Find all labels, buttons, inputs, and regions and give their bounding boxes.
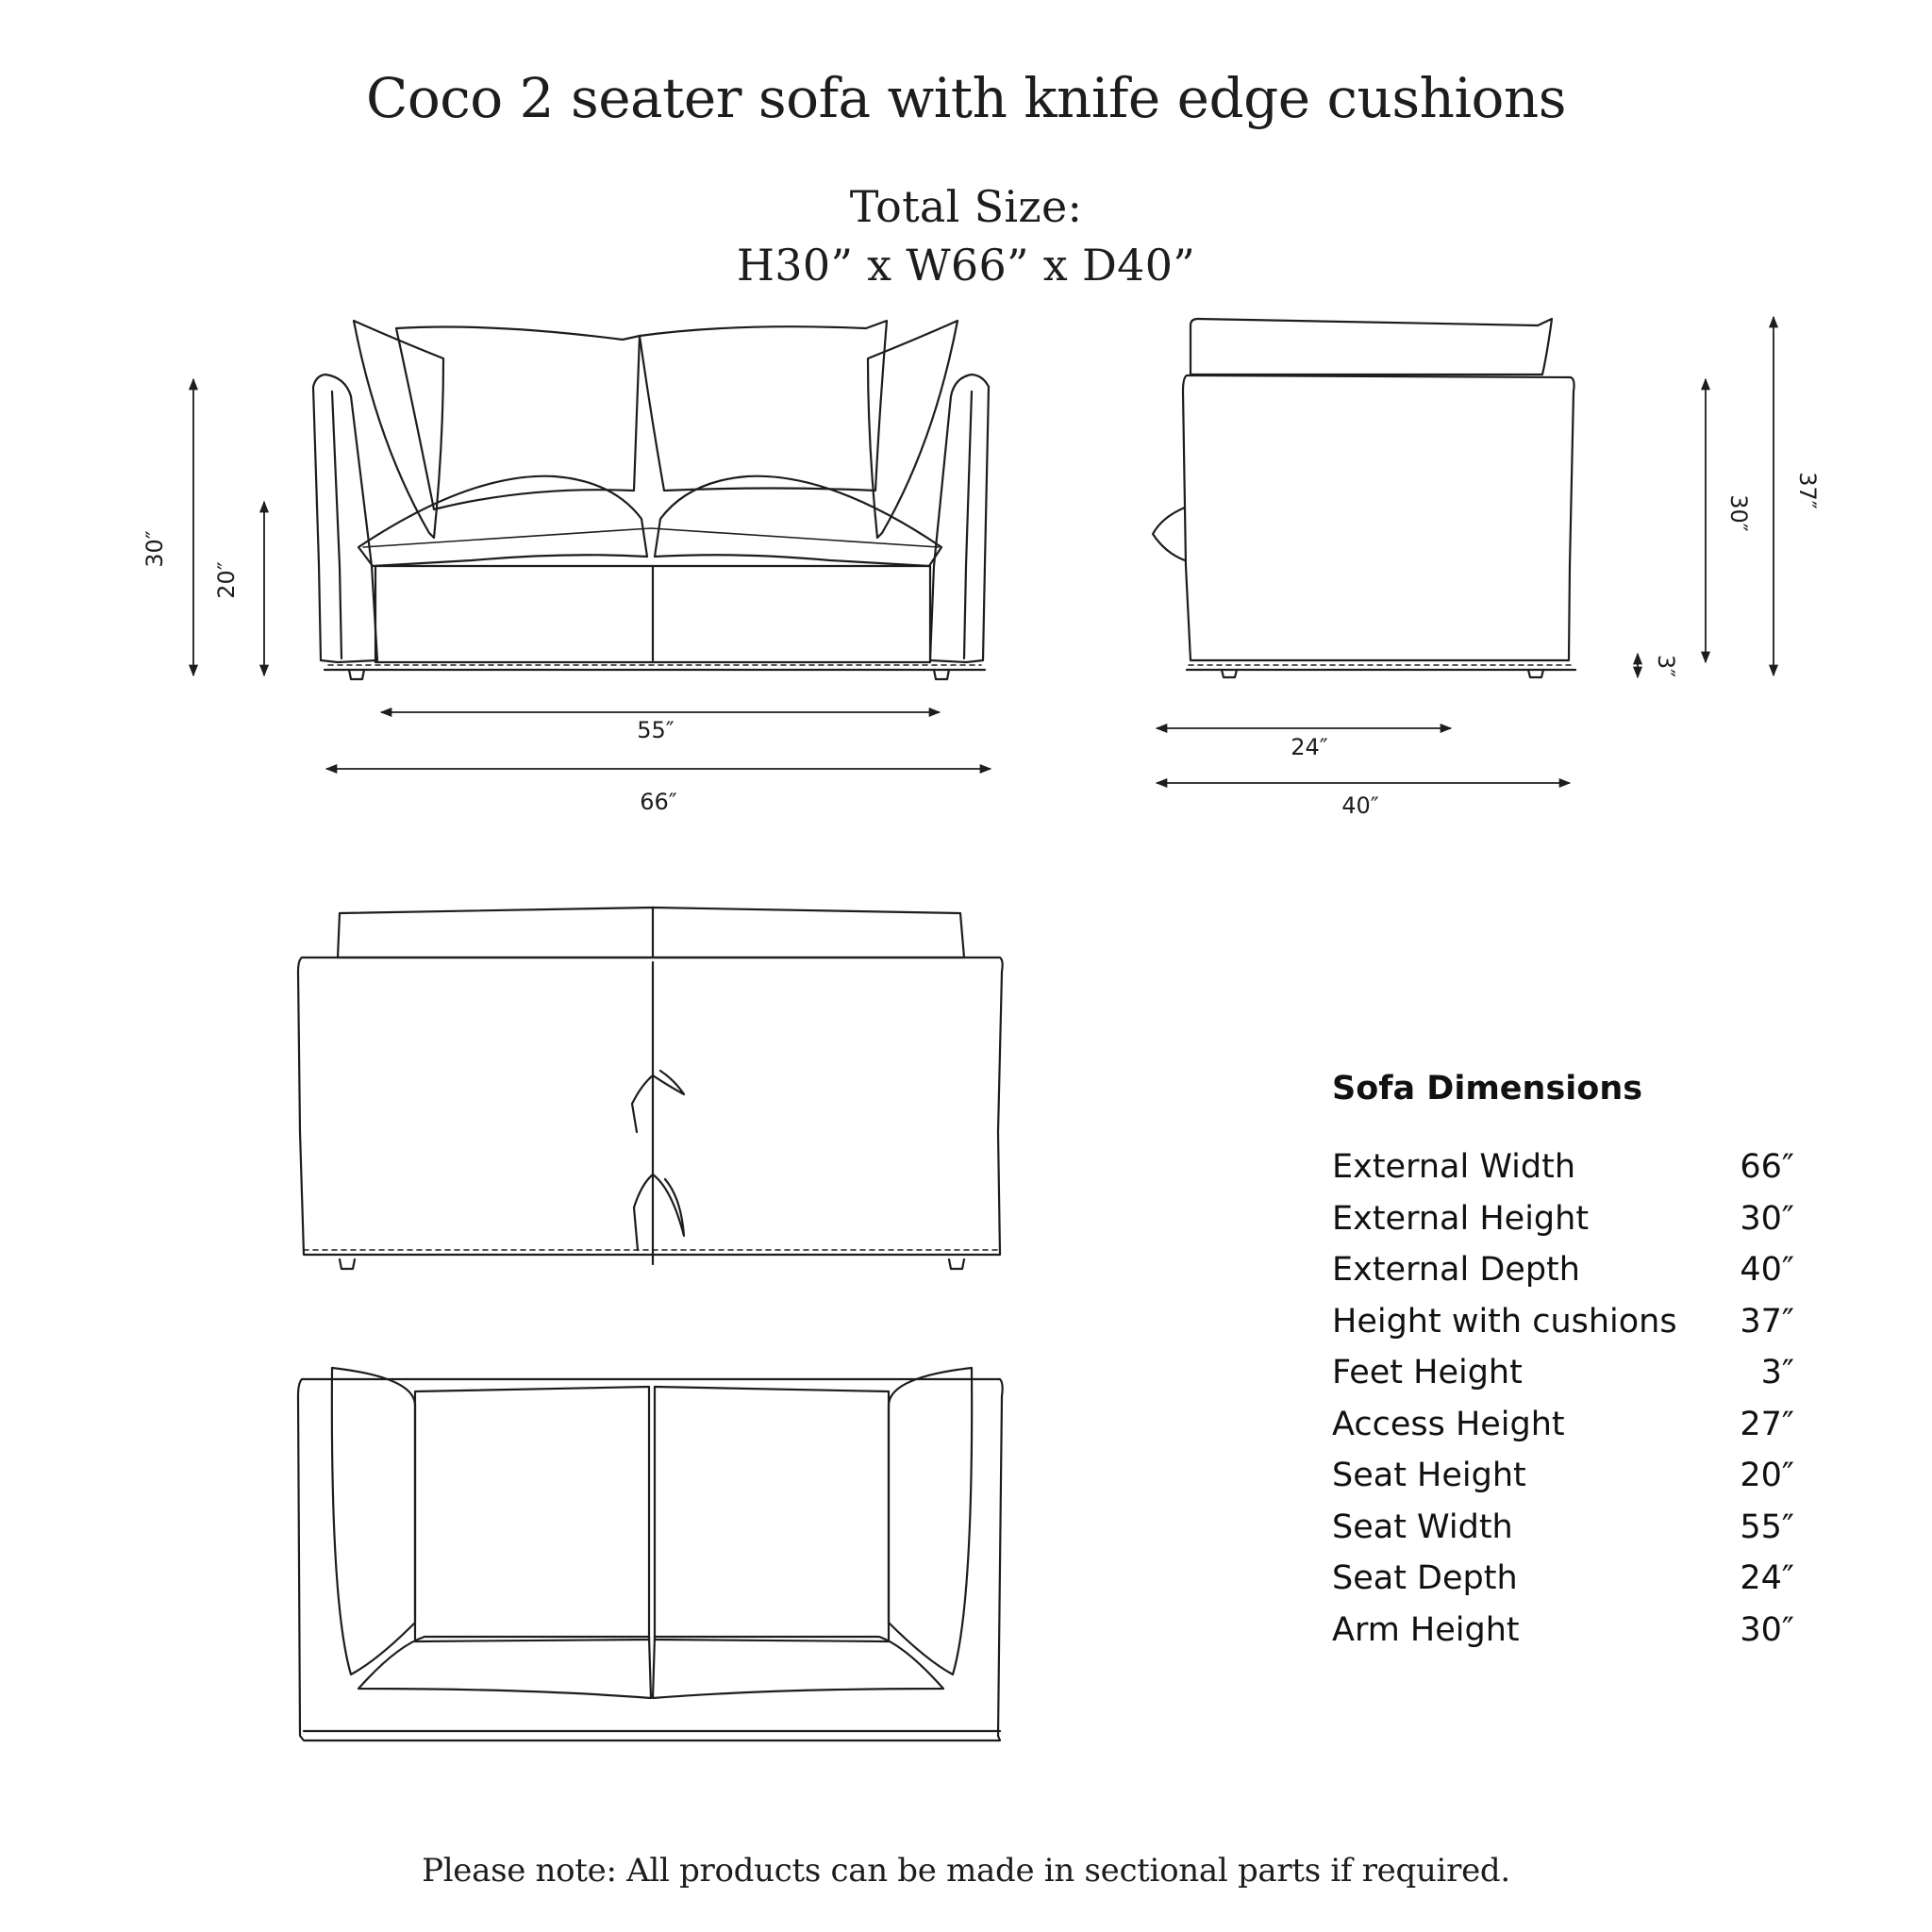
label-side-arm-height: 30″ [1725,494,1752,532]
back-view-body [298,958,1003,1255]
spec-row [1332,1193,1794,1245]
back-cushion-right [640,321,887,491]
spec-value: 27″ [1740,1405,1794,1443]
spec-row [1332,1605,1794,1657]
label-front-height: 30″ [142,530,168,568]
sofa-dimensions-table [1332,1070,1794,1656]
top-scatter-left [332,1368,415,1674]
side-back-cushion [1191,319,1552,375]
seat-cushion-left [358,476,647,566]
spec-value: 20″ [1740,1457,1794,1494]
top-seat-cushion-right [653,1637,943,1698]
sofa-front-view [313,321,989,679]
side-body-outline [1183,375,1574,660]
spec-label: Arm Height [1332,1610,1520,1649]
spec-label: Height with cushions [1332,1302,1677,1341]
spec-row [1332,1399,1794,1451]
label-front-width: 66″ [640,789,677,815]
spec-row [1332,1450,1794,1502]
dimension-arrows [193,317,1774,783]
back-view-cushions [338,908,964,958]
spec-label: Access Height [1332,1405,1565,1443]
total-size-value: H30” x W66” x D40” [736,240,1196,291]
top-seat-cushion-left [358,1637,651,1698]
sofa-back-view [298,908,1003,1269]
spec-label: External Height [1332,1199,1590,1238]
spec-row [1332,1553,1794,1605]
footnote: Please note: All products can be made in sectional parts if required. [422,1852,1510,1890]
scatter-cushion-right [868,321,958,538]
spec-row [1332,1502,1794,1554]
spec-label: Feet Height [1332,1354,1523,1391]
side-scatter-cushion [1153,508,1185,560]
spec-value: 37″ [1740,1302,1794,1341]
spec-value: 66″ [1740,1148,1794,1186]
spec-label: Seat Width [1332,1507,1513,1546]
top-back-cushion-left [415,1387,649,1641]
spec-value: 3″ [1760,1354,1794,1391]
specs-heading: Sofa Dimensions [1332,1070,1643,1108]
seat-cushion-right [655,476,941,566]
page-title: Coco 2 seater sofa with knife edge cushions [365,66,1567,130]
label-side-cushion-height: 37″ [1794,472,1821,509]
spec-row [1332,1296,1794,1348]
spec-value: 30″ [1740,1199,1794,1238]
spec-value: 24″ [1740,1559,1794,1597]
left-arm-outline [313,375,377,662]
label-front-seat-width: 55″ [637,717,675,743]
sofa-top-view [298,1368,1003,1740]
label-front-seat-height: 20″ [213,561,240,599]
spec-row [1332,1347,1794,1399]
top-back-cushion-right [655,1387,889,1641]
total-size-label: Total Size: [849,181,1083,232]
right-arm-outline [930,375,989,662]
spec-row [1332,1141,1794,1193]
spec-value: 30″ [1740,1610,1794,1649]
top-scatter-right [889,1368,972,1674]
spec-label: Seat Depth [1332,1559,1518,1597]
spec-value: 40″ [1740,1251,1794,1289]
spec-row [1332,1244,1794,1296]
spec-label: Seat Height [1332,1457,1526,1494]
sofa-side-view [1153,319,1575,677]
spec-label: External Width [1332,1148,1576,1186]
label-side-depth: 40″ [1341,792,1379,819]
label-side-feet: 3″ [1653,654,1679,678]
spec-value: 55″ [1740,1507,1794,1546]
spec-label: External Depth [1332,1251,1580,1289]
label-side-seat-depth: 24″ [1291,734,1328,760]
